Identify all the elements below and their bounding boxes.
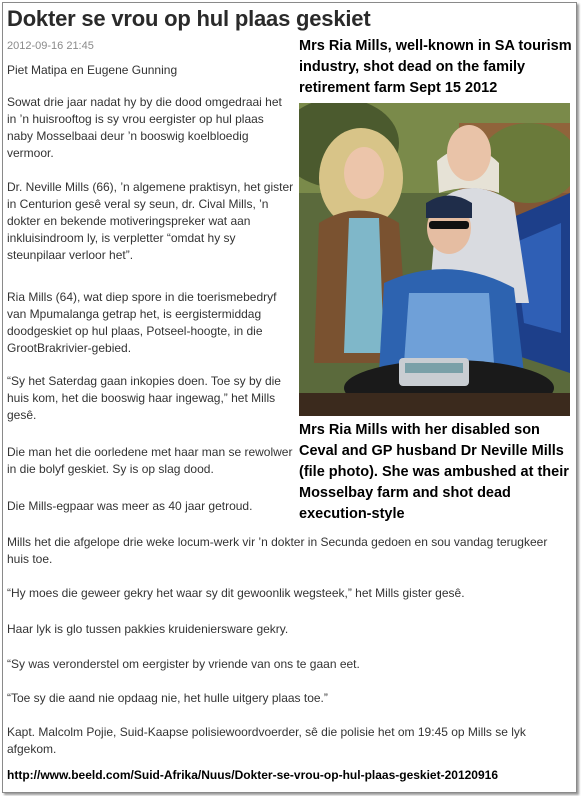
article-paragraph: Haar lyk is glo tussen pakkies kruideniersware gekry. xyxy=(7,622,289,636)
article-paragraph: Ria Mills (64), wat diep spore in die toerismebedryf van Mpumalanga getrap het, is eergistermiddag doodgeskiet op hul plaas, Potseel-hoogte, in die GrootBrakrivier-gebied. xyxy=(7,290,277,355)
photo-caption-top: Mrs Ria Mills, well-known in SA tourism industry, shot dead on the family retirement farm Sept 15 2012 xyxy=(299,38,572,96)
article-paragraph: Die Mills-egpaar was meer as 40 jaar getroud. xyxy=(7,499,253,513)
article-timestamp: 2012-09-16 21:45 xyxy=(7,40,94,52)
article-authors: Piet Matipa en Eugene Gunning xyxy=(7,63,178,77)
article-paragraph: Kapt. Malcolm Pojie, Suid-Kaapse polisiewoordvoerder, sê die polisie het om 19:45 op Mills se lyk afgekom. xyxy=(7,725,526,756)
article-paragraph: “Hy moes die geweer gekry het waar sy dit gewoonlik wegsteek,” het Mills gister gesê. xyxy=(7,586,465,600)
article-paragraph: Mills het die afgelope drie weke locum-werk vir ’n dokter in Secunda gedoen en sou vandag terugkeer huis toe. xyxy=(7,535,548,566)
article-paragraph: Sowat drie jaar nadat hy by die dood omgedraai het in ’n huisrooftog is sy vrou eergister op hul plaas naby Mosselbaai deur ’n booswig koelbloedig vermoor. xyxy=(7,95,282,160)
article-paragraph: “Sy het Saterdag gaan inkopies doen. Toe sy by die huis kom, het die booswig haar ingewag,” het Mills gesê. xyxy=(7,374,281,422)
photo-caption-bottom: Mrs Ria Mills with her disabled son Ceval and GP husband Dr Neville Mills (file photo). She was ambushed at their Mosselbay farm and shot dead execution-style xyxy=(299,422,569,522)
article-paragraph: Die man het die oorledene met haar man se rewolwer in die bolyf geskiet. Sy is op slag dood. xyxy=(7,445,293,476)
article-paragraph: “Sy was veronderstel om eergister by vriende van ons te gaan eet. xyxy=(7,657,360,671)
article-paragraph: “Toe sy die aand nie opdaag nie, het hulle uitgery plaas toe.” xyxy=(7,691,328,705)
article-paragraph: Dr. Neville Mills (66), ’n algemene praktisyn, het gister in Centurion gesê veral sy seun, dr. Cival Mills, ’n dokter en bekende motiveringspreker wat aan inkluisindroom ly, is verpletter “omdat hy sy steunpilaar verloor het”. xyxy=(7,180,294,262)
source-link[interactable]: http://www.beeld.com/Suid-Afrika/Nuus/Dokter-se-vrou-op-hul-plaas-geskiet-20120916 xyxy=(7,768,498,782)
article-title: Dokter se vrou op hul plaas geskiet xyxy=(7,6,371,31)
family-photo xyxy=(299,103,570,416)
